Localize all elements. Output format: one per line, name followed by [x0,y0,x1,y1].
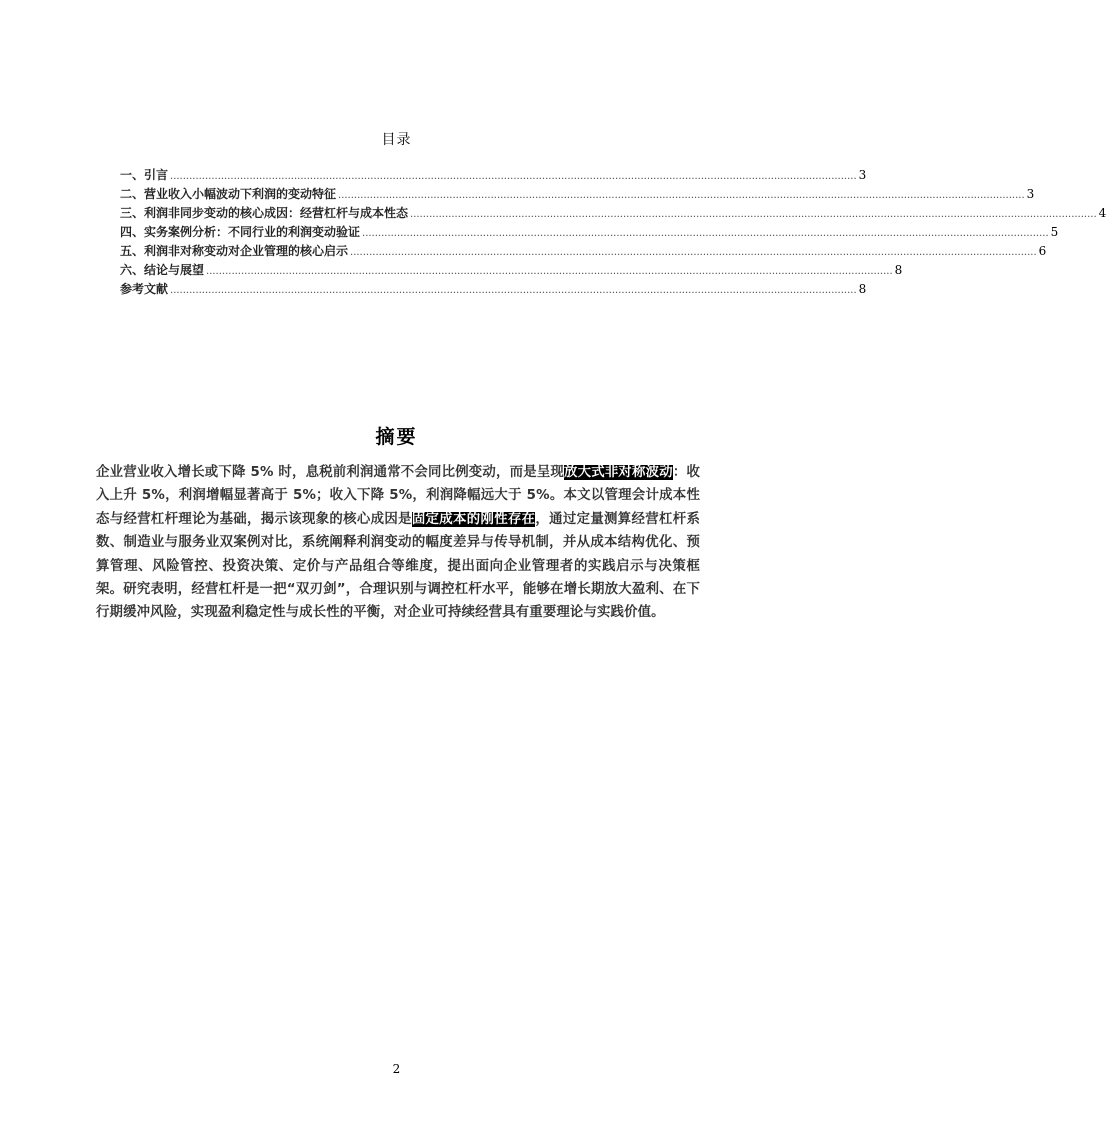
toc-entry-page: 5 [1050,225,1059,239]
toc-entry-label: 四、实务案例分析：不同行业的利润变动验证 [120,225,361,239]
toc-leader-dots: ........................................................................................................................................................................................................................ [362,228,1049,239]
toc-entry-page: 6 [1038,244,1047,258]
toc-entry-label: 五、利润非对称变动对企业管理的核心启示 [120,244,349,258]
toc-title: 目录 [381,132,412,148]
toc-entry[interactable] [120,204,1106,223]
toc-entry[interactable] [120,166,867,185]
abstract-text: ：收入上升 5%，利润增幅显著高于 5%；收入下降 5%，利润降幅远大于 5%。本文以管理会计成本性态与经营杠杆理论为基础，揭示该现象的核心成因是 [96,465,700,527]
highlighted-phrase: 固定成本的刚性存在 [411,511,536,527]
toc-leader-dots: ........................................................................................................................................................................................................................ [350,247,1037,258]
toc-entry-page: 3 [858,168,867,182]
toc-leader-dots: ........................................................................................................................................................................................................................ [410,209,1097,220]
abstract-body [96,461,700,625]
toc-entry-label: 三、利润非同步变动的核心成因：经营杠杆与成本性态 [120,206,409,220]
abstract-title: 摘要 [375,426,418,448]
highlighted-phrase: 放大式非对称波动 [564,465,673,480]
toc-entry-page: 3 [1026,187,1035,201]
toc-leader-dots: ........................................................................................................................................................................................................................ [170,285,857,296]
toc-entry-label: 一、引言 [120,168,169,182]
toc-entry[interactable] [120,242,1047,261]
abstract-text: 企业营业收入增长或下降 5% 时，息税前利润通常不会同比例变动，而是呈现 [96,465,565,480]
toc-entry-label: 参考文献 [120,282,169,296]
toc-leader-dots: ........................................................................................................................................................................................................................ [170,171,857,182]
toc-entry[interactable] [120,280,867,299]
page-number: 2 [392,1062,401,1076]
toc-entry[interactable] [120,185,1035,204]
toc-entry-page: 8 [858,282,867,296]
toc-entry[interactable] [120,223,1059,242]
toc-entry-page: 4 [1098,206,1106,220]
table-of-contents [120,166,1106,299]
abstract-text: ，通过定量测算经营杠杆系数、制造业与服务业双案例对比，系统阐释利润变动的幅度差异与传导机制，并从成本结构优化、预算管理、风险管控、投资决策、定价与产品组合等维度，提出面向企业管理者的实践启示与决策框架。研究表明，经营杠杆是一把“双刃剑”，合理识别与调控杠杆水平，能够在增长期放大盈利、在下行期缓冲风险，实现盈利稳定性与成长性的平衡，对企业可持续经营具有重要理论与实践价值。 [96,511,700,621]
toc-leader-dots: ........................................................................................................................................................................................................................ [206,266,893,277]
toc-leader-dots: ........................................................................................................................................................................................................................ [338,190,1025,201]
toc-entry-page: 8 [894,263,903,277]
toc-entry-label: 二、营业收入小幅波动下利润的变动特征 [120,187,337,201]
toc-entry-label: 六、结论与展望 [120,263,205,277]
toc-entry[interactable] [120,261,903,280]
